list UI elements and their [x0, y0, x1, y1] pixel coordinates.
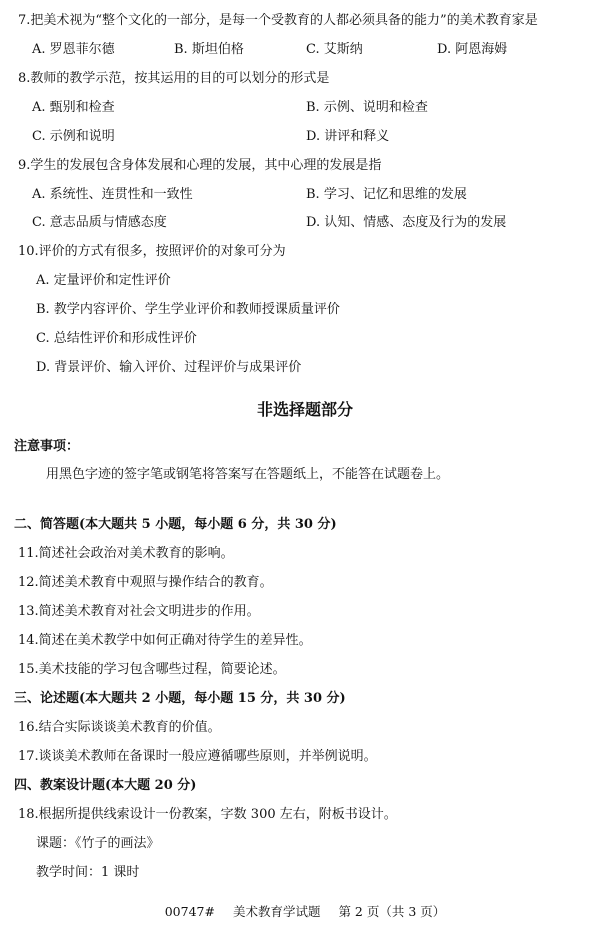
question-10-option-b: B. 教学内容评价、学生学业评价和教师授课质量评价: [36, 302, 340, 317]
question-8-stem: 8.教师的教学示范，按其运用的目的可以划分的形式是: [18, 71, 330, 86]
question-7-option-a: A. 罗恩菲尔德: [32, 42, 115, 57]
question-15: 15.美术技能的学习包含哪些过程，简要论述。: [18, 662, 286, 677]
notice-label: 注意事项：: [14, 439, 80, 454]
part-2-heading: 二、简答题(本大题共 5 小题，每小题 6 分，共 30 分): [14, 517, 337, 532]
question-10-stem: 10.评价的方式有很多，按照评价的对象可分为: [18, 244, 286, 259]
question-7-option-c: C. 艾斯纳: [306, 42, 363, 57]
part-4-heading: 四、教案设计题(本大题 20 分): [14, 778, 197, 793]
question-10-option-a: A. 定量评价和定性评价: [36, 273, 171, 288]
section-title: 非选择题部分: [256, 400, 353, 419]
question-8-option-d: D. 讲评和释义: [306, 129, 390, 144]
question-9-option-b: B. 学习、记忆和思维的发展: [306, 187, 467, 202]
question-8-option-c: C. 示例和说明: [32, 129, 115, 144]
page-number: 第 2 页（共 3 页）: [338, 904, 446, 919]
question-14: 14.简述在美术教学中如何正确对待学生的差异性。: [18, 633, 312, 648]
question-8-option-a: A. 甄别和检查: [32, 100, 115, 115]
part-3-heading: 三、论述题(本大题共 2 小题，每小题 15 分，共 30 分): [14, 691, 346, 706]
question-12: 12.简述美术教育中观照与操作结合的教育。: [18, 575, 273, 590]
question-11: 11.简述社会政治对美术教育的影响。: [18, 546, 234, 561]
question-7-option-d: D. 阿恩海姆: [437, 42, 508, 57]
page-footer: [0, 904, 610, 920]
question-9-option-a: A. 系统性、连贯性和一致性: [32, 187, 193, 202]
lesson-time: 教学时间：1 课时: [36, 865, 140, 880]
question-9-stem: 9.学生的发展包含身体发展和心理的发展，其中心理的发展是指: [18, 158, 382, 173]
notice-text: 用黑色字迹的签字笔或钢笔将答案写在答题纸上，不能答在试题卷上。: [46, 467, 450, 482]
question-17: 17.谈谈美术教师在备课时一般应遵循哪些原则，并举例说明。: [18, 749, 377, 764]
question-7-stem: 7.把美术视为“整个文化的一部分，是每一个受教育的人都必须具备的能力”的美术教育家是: [18, 13, 538, 28]
question-10-option-c: C. 总结性评价和形成性评价: [36, 331, 197, 346]
question-8-option-b: B. 示例、说明和检查: [306, 100, 428, 115]
question-7-option-b: B. 斯坦伯格: [174, 42, 244, 57]
question-13: 13.简述美术教育对社会文明进步的作用。: [18, 604, 260, 619]
exam-subject: 美术教育学试题: [232, 904, 321, 919]
lesson-topic: 课题：《竹子的画法》: [36, 836, 160, 851]
exam-code: 00747#: [164, 904, 215, 919]
question-18: 18.根据所提供线索设计一份教案，字数 300 左右，附板书设计。: [18, 807, 397, 822]
question-9-option-d: D. 认知、情感、态度及行为的发展: [306, 215, 507, 230]
question-16: 16.结合实际谈谈美术教育的价值。: [18, 720, 221, 735]
question-9-option-c: C. 意志品质与情感态度: [32, 215, 167, 230]
question-10-option-d: D. 背景评价、输入评价、过程评价与成果评价: [36, 360, 302, 375]
